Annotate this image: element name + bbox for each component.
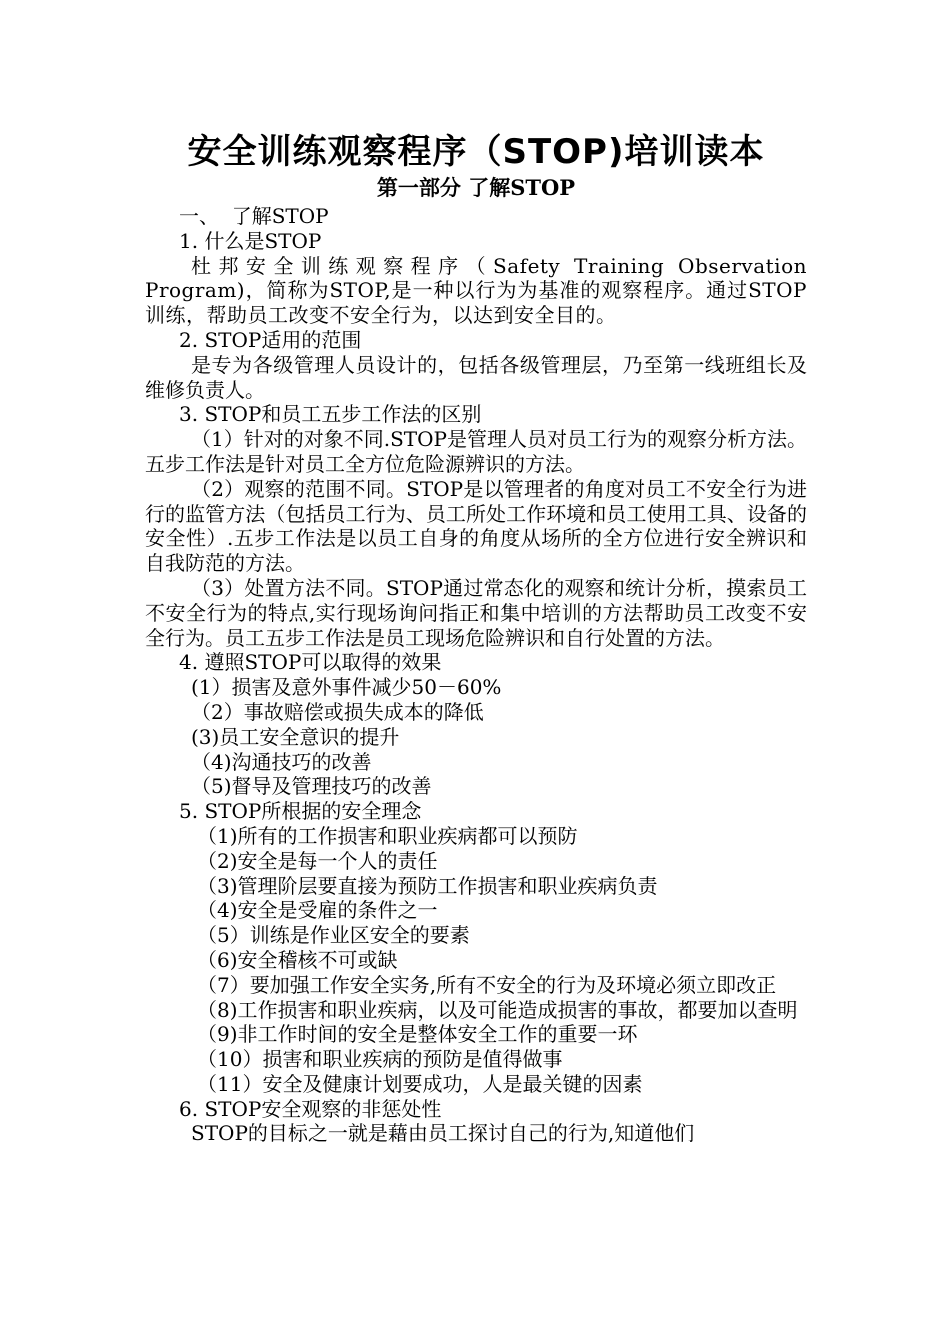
q5-item: （4)安全是受雇的条件之一 bbox=[197, 898, 438, 923]
q1-heading: 1. 什么是STOP bbox=[179, 228, 322, 253]
q6-heading: 6. STOP安全观察的非惩处性 bbox=[179, 1096, 442, 1121]
q5-item: （5）训练是作业区安全的要素 bbox=[197, 923, 470, 948]
q2-heading: 2. STOP适用的范围 bbox=[179, 327, 362, 352]
document-page bbox=[145, 130, 814, 1146]
q4-item: （4)沟通技巧的改善 bbox=[191, 749, 372, 774]
q2-body: 是专为各级管理人员设计的，包括各级管理层，乃至第一线班组长及维修负责人。 bbox=[145, 352, 807, 402]
part-heading: 第一部分 了解STOP bbox=[376, 175, 576, 200]
q4-item: （2）事故赔偿或损失成本的降低 bbox=[191, 699, 484, 724]
q5-item: （7）要加强工作安全实务,所有不安全的行为及环境必须立即改正 bbox=[197, 972, 777, 997]
document-title: 安全训练观察程序（STOP)培训读本 bbox=[187, 132, 765, 172]
q5-item: （3)管理阶层要直接为预防工作损害和职业疾病负责 bbox=[197, 873, 658, 898]
q3-paragraph-1: （1）针对的对象不同.STOP是管理人员对员工行为的观察分析方法。五步工作法是针对员工全方位危险源辨识的方法。 bbox=[145, 427, 807, 476]
q1-body: 杜邦安全训练观察程序（Safety Training Observation Program)，简称为STOP,是一种以行为为基准的观察程序。通过STOP训练，帮助员工改变不安全行为，以达到安全目的。 bbox=[145, 253, 814, 328]
q3-paragraph-3: （3）处置方法不同。STOP通过常态化的观察和统计分析，摸索员工不安全行为的特点,实行现场询问指正和集中培训的方法帮助员工改变不安全行为。员工五步工作法是员工现场危险辨识和自行处置的方法。 bbox=[145, 575, 807, 650]
q3-paragraph-2: （2）观察的范围不同。STOP是以管理者的角度对员工不安全行为进行的监管方法（包括员工行为、员工所处工作环境和员工使用工具、设备的安全性）.五步工作法是以员工自身的角度从场所的全方位进行安全辨识和自我防范的方法。 bbox=[145, 476, 807, 576]
q3-heading: 3. STOP和员工五步工作法的区别 bbox=[179, 402, 482, 427]
q5-item: （9)非工作时间的安全是整体安全工作的重要一环 bbox=[197, 1022, 638, 1047]
q6-body: STOP的目标之一就是藉由员工探讨自己的行为,知道他们 bbox=[191, 1121, 695, 1146]
q4-item: （5)督导及管理技巧的改善 bbox=[191, 774, 432, 799]
q5-item: （8)工作损害和职业疾病，以及可能造成损害的事故，都要加以查明 bbox=[197, 997, 798, 1022]
q5-item: （6)安全稽核不可或缺 bbox=[197, 947, 398, 972]
q4-item: (1）损害及意外事件减少50－60% bbox=[191, 675, 502, 700]
q5-item: （10）损害和职业疾病的预防是值得做事 bbox=[197, 1047, 563, 1072]
q5-item: （1)所有的工作损害和职业疾病都可以预防 bbox=[197, 823, 578, 848]
q4-heading: 4. 遵照STOP可以取得的效果 bbox=[179, 650, 442, 675]
q4-item: (3)员工安全意识的提升 bbox=[191, 724, 400, 749]
section-one-heading: 一、 了解STOP bbox=[179, 204, 329, 228]
q5-item: （11）安全及健康计划要成功，人是最关键的因素 bbox=[197, 1071, 643, 1096]
q5-item: （2)安全是每一个人的责任 bbox=[197, 848, 438, 873]
q5-heading: 5. STOP所根据的安全理念 bbox=[179, 799, 422, 824]
